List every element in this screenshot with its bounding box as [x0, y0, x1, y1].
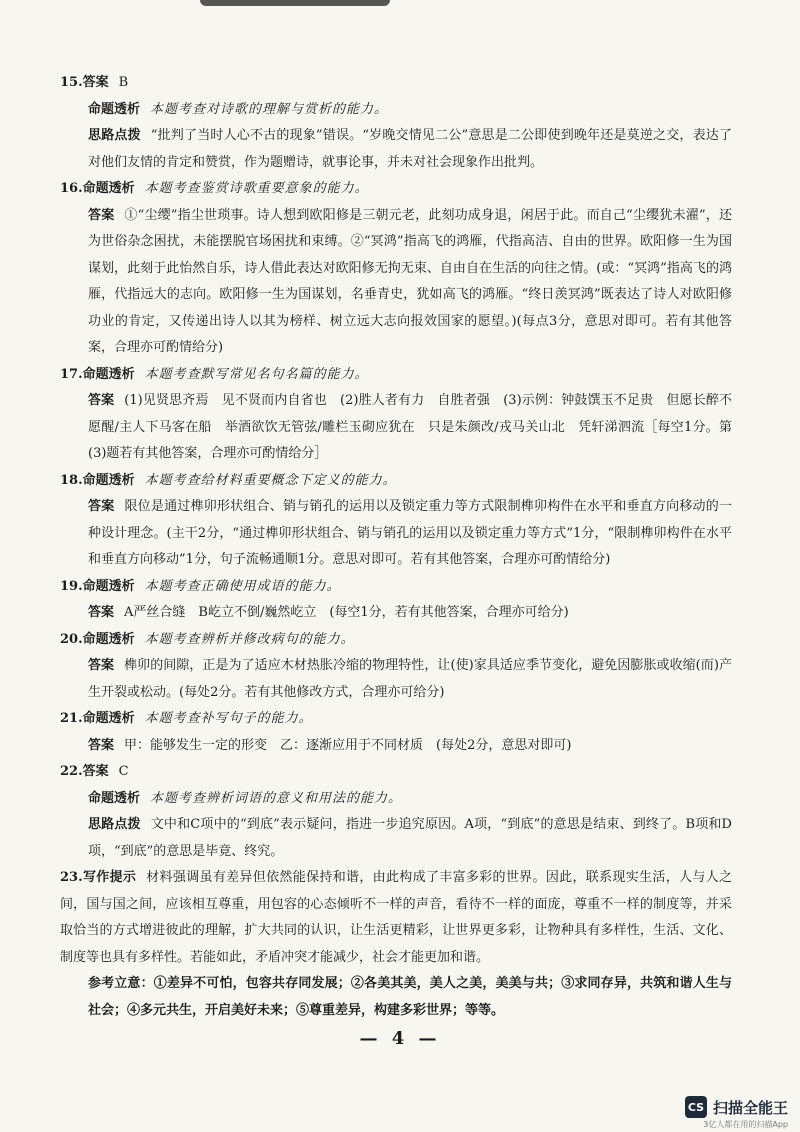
- answer-text: 本题考查正确使用成语的能力。: [144, 578, 341, 594]
- section-label: 命题透析: [82, 181, 135, 196]
- answer-line: [60, 627, 732, 654]
- answer-text: 文中和C项中的“到底”表示疑问，指进一步追究原因。A项，“到底”的意思是结束、到终了。B项和D项，“到底”的意思是毕竟、终究。: [88, 817, 732, 859]
- answer-line: [60, 653, 732, 706]
- section-label: 命题透析: [88, 790, 141, 806]
- answer-line: [60, 786, 732, 813]
- scanner-watermark: [685, 1096, 788, 1118]
- answer-line: [60, 97, 732, 124]
- answer-line: [60, 812, 732, 865]
- answer-text: 本题考查辨析词语的意义和用法的能力。: [150, 790, 403, 806]
- answer-line: [60, 759, 732, 786]
- answer-line: [60, 468, 732, 495]
- section-label: 命题透析: [82, 472, 135, 488]
- answer-text: 本题考查给材料重要概念下定义的能力。: [144, 472, 397, 488]
- answer-text: 限位是通过榫卯形状组合、销与销孔的运用以及锁定重力等方式限制榫卯构件在水平和垂直方向移动的一种设计理念。(主干2分，“通过榫卯形状组合、销与销孔的运用以及锁定重力等方式”1分，“限制榫卯构件在水平和垂直方向移动”1分，句子流畅通顺1分。意思对即可。若有其他答案，合理亦可酌情给分): [88, 499, 732, 567]
- section-label: 命题透析: [82, 711, 135, 726]
- answer-text: “批判了当时人心不古的现象”错误。“岁晚交情见二公”意思是二公即使到晚年还是莫逆之交，表达了对他们友情的肯定和赞赏，作为题赠诗，就事论事，并未对社会现象作出批判。: [88, 128, 732, 170]
- answer-text: ：①差异不可怕，包容共存同发展；②各美其美，美人之美，美美与共；③求同存异，共筑和谐人生与社会；④多元共生，开启美好未来；⑤尊重差异，构建多彩世界；等等。: [88, 976, 732, 1018]
- section-label: 答案: [88, 393, 115, 408]
- answer-text: 本题考查鉴赏诗歌重要意象的能力。: [144, 181, 369, 196]
- answer-text: C: [118, 764, 129, 779]
- answer-text: 本题考查默写常见名句名篇的能力。: [144, 366, 369, 382]
- answer-line: [60, 362, 732, 389]
- answer-document: [60, 70, 732, 1024]
- answer-line: [60, 203, 732, 362]
- section-label: 命题透析: [88, 101, 141, 117]
- section-label: 答案: [88, 605, 115, 620]
- section-label: 写作提示: [82, 870, 137, 885]
- question-number: 17.: [60, 366, 83, 382]
- section-label: 答案: [88, 737, 115, 753]
- scan-edge-mark: [200, 0, 390, 6]
- page-number: — 4 —: [359, 1028, 441, 1049]
- question-number: 18.: [60, 472, 83, 488]
- section-label: 答案: [88, 207, 115, 223]
- section-label: 命题透析: [82, 631, 135, 647]
- answer-text: 材料强调虽有差异但依然能保持和谐，由此构成了丰富多彩的世界。因此，联系现实生活，人与人之间，国与国之间，应该相互尊重，用包容的心态倾听不一样的声音，看待不一样的面庞，尊重不一样的制度等，并采取恰当的方式增进彼此的理解，扩大共同的认识，让生活更精彩，让世界更多彩，让物种具有多样性，生活、文化、制度等也具有多样性。若能如此，矛盾冲突才能减少，社会才能更加和谐。: [60, 870, 732, 965]
- section-label: 答案: [82, 764, 109, 779]
- section-label: 命题透析: [82, 366, 135, 382]
- camscanner-icon: CS: [685, 1096, 707, 1118]
- question-number: 16.: [60, 181, 83, 196]
- answer-text: A严丝合缝 B屹立不倒/巍然屹立 (每空1分，若有其他答案，合理亦可给分): [124, 605, 569, 620]
- answer-text: B: [118, 75, 129, 90]
- answer-line: [60, 600, 732, 627]
- answer-line: [60, 733, 732, 760]
- answer-text: 本题考查对诗歌的理解与赏析的能力。: [150, 101, 389, 117]
- answer-line: [60, 388, 732, 468]
- answer-text: 甲：能够发生一定的形变 乙：逐渐应用于不同材质 (每处2分，意思对即可): [124, 737, 572, 753]
- question-number: 19.: [60, 578, 83, 594]
- answer-line: [60, 494, 732, 574]
- question-number: 15.: [60, 75, 83, 90]
- answer-line: [60, 865, 732, 971]
- section-label: 答案: [82, 75, 109, 90]
- answer-text: 本题考查辨析并修改病句的能力。: [144, 631, 355, 647]
- section-label: 命题透析: [82, 578, 135, 594]
- answer-line: [60, 176, 732, 203]
- section-label: 答案: [88, 658, 115, 673]
- question-number: 23.: [60, 870, 83, 885]
- answer-text: ①“尘缨”指尘世琐事。诗人想到欧阳修是三朝元老，此刻功成身退，闲居于此。而自己“尘缨犹未濯”，还为世俗杂念困扰，未能摆脱官场困扰和束缚。②“冥鸿”指高飞的鸿雁，代指高洁、自由的世界。欧阳修一生为国谋划，此刻于此怡然自乐，诗人借此表达对欧阳修无拘无束、自由自在生活的向往之情。(或：“冥鸿”指高飞的鸿雁，代指远大的志向。欧阳修一生为国谋划，名垂青史，犹如高飞的鸿雁。“终日羡冥鸿”既表达了诗人对欧阳修功业的肯定，又传递出诗人以其为榜样、树立远大志向报效国家的愿望。)(每点3分，意思对即可。若有其他答案，合理亦可酌情给分): [88, 207, 732, 355]
- watermark-name: 扫描全能王: [712, 1098, 788, 1117]
- answer-line: [60, 123, 732, 176]
- answer-line: [60, 574, 732, 601]
- answer-line: [60, 70, 732, 97]
- section-label: 思路点拨: [88, 817, 141, 832]
- question-number: 21.: [60, 711, 83, 726]
- answer-line: [60, 971, 732, 1024]
- answer-text: (1)见贤思齐焉 见不贤而内自省也 (2)胜人者有力 自胜者强 (3)示例：钟鼓馔玉不足贵 但愿长醉不愿醒/主人下马客在船 举酒欲饮无管弦/雕栏玉砌应犹在 只是朱颜改/戎马关山北 凭轩涕泗流［每空1分。第(3)题若有其他答案，合理亦可酌情给分］: [88, 393, 732, 461]
- answer-line: [60, 706, 732, 733]
- section-label: 参考立意: [88, 976, 141, 991]
- question-number: 20.: [60, 631, 83, 647]
- watermark-subtitle: 3亿人都在用的扫描App: [703, 1120, 788, 1129]
- section-label: 思路点拨: [88, 128, 141, 143]
- answer-text: 本题考查补写句子的能力。: [144, 711, 313, 726]
- question-number: 22.: [60, 764, 83, 779]
- answer-text: 榫卯的间隙，正是为了适应木材热胀冷缩的物理特性，让(使)家具适应季节变化，避免因膨胀或收缩(而)产生开裂或松动。(每处2分。若有其他修改方式，合理亦可给分): [88, 658, 732, 700]
- section-label: 答案: [88, 499, 115, 514]
